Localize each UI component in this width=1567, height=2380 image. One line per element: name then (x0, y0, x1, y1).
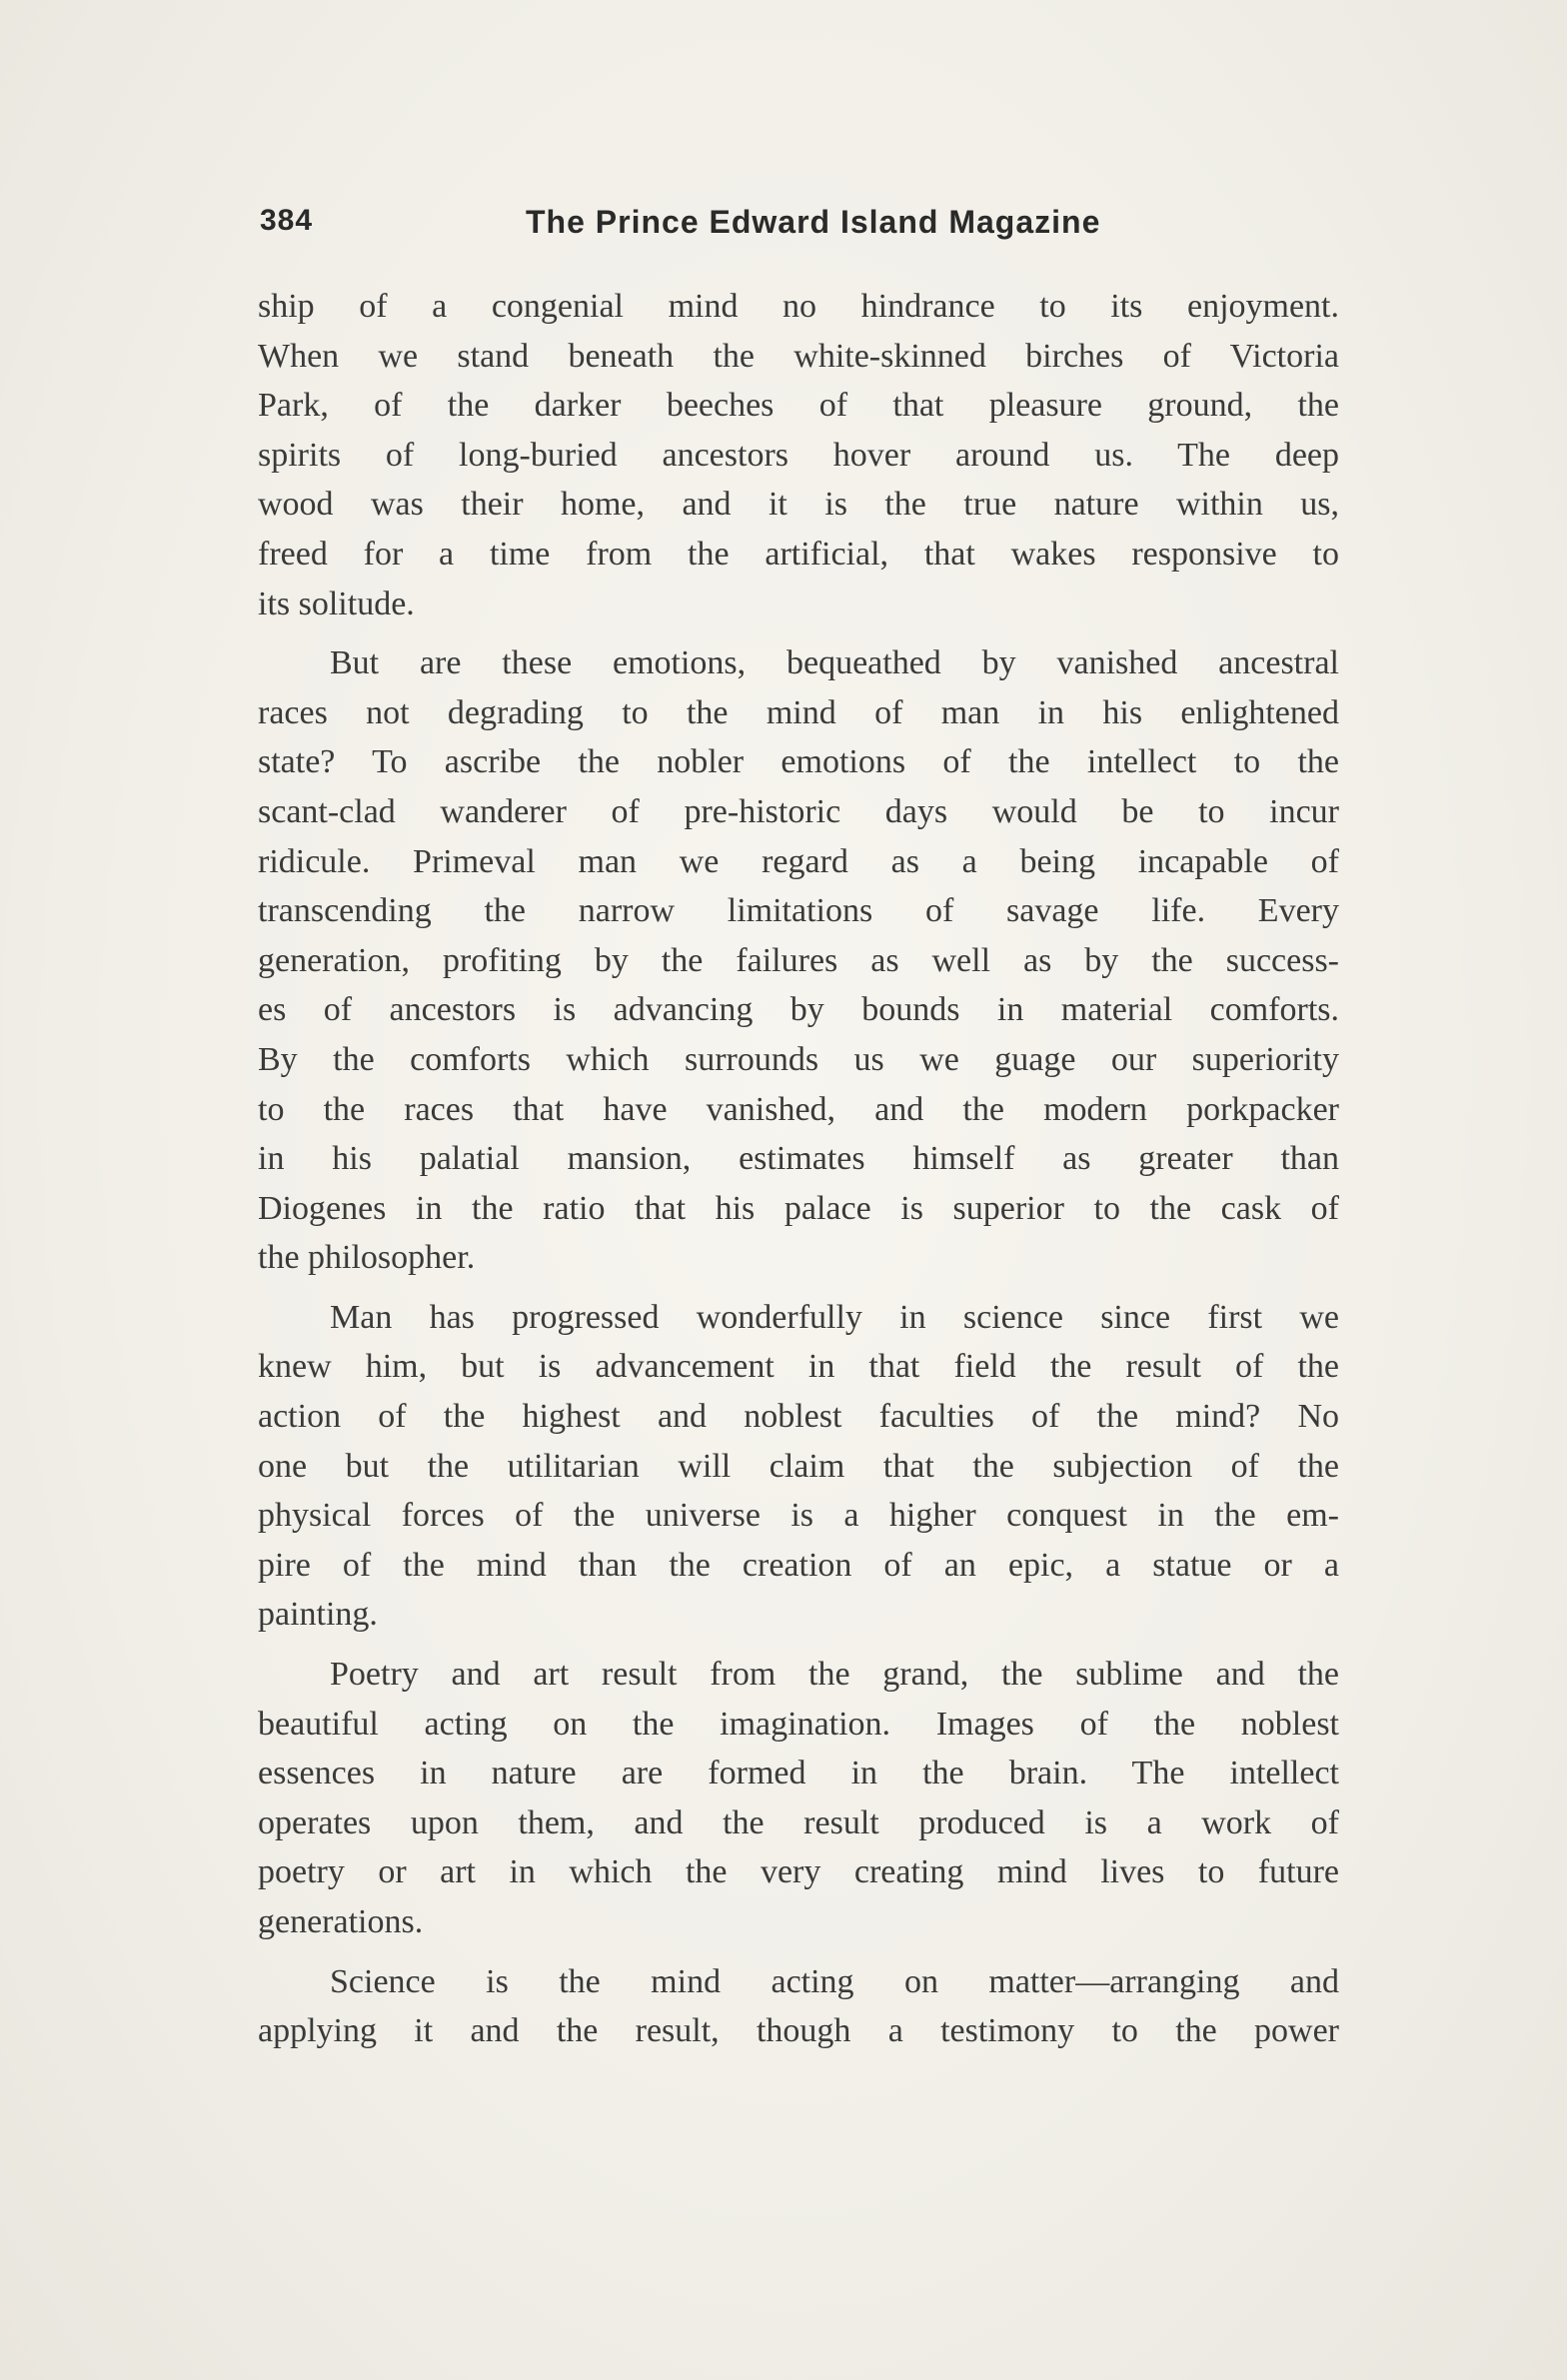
text-line: wood was their home, and it is the true nature within us, (258, 486, 1339, 524)
text-line: in his palatial mansion, estimates himself as greater than (258, 1140, 1339, 1178)
text-line: transcending the narrow limitations of savage life. Every (258, 892, 1339, 930)
text-line: Science is the mind acting on matter—arranging and (330, 1962, 1339, 2000)
text-line: es of ancestors is advancing by bounds in material comforts. (258, 991, 1339, 1029)
paragraph (258, 1650, 1339, 1947)
text-line: freed for a time from the artificial, that wakes responsive to (258, 535, 1339, 573)
text-line: state? To ascribe the nobler emotions of the intellect to the (258, 743, 1339, 781)
page-number: 384 (260, 204, 314, 237)
text-line: applying it and the result, though a testimony to the power (258, 2012, 1339, 2050)
text-line: knew him, but is advancement in that field the result of the (258, 1348, 1339, 1386)
running-title: The Prince Edward Island Magazine (526, 204, 1101, 240)
text-line: Diogenes in the ratio that his palace is superior to the cask of (258, 1189, 1339, 1227)
text-line: When we stand beneath the white-skinned birches of Victoria (258, 337, 1339, 375)
text-line: poetry or art in which the very creating mind lives to future (258, 1853, 1339, 1891)
text-line: spirits of long-buried ancestors hover around us. The deep (258, 436, 1339, 474)
text-line: beautiful acting on the imagination. Images of the noblest (258, 1705, 1339, 1743)
text-line: ship of a congenial mind no hindrance to its enjoyment. (258, 288, 1339, 325)
paragraph (258, 1293, 1339, 1640)
text-line: physical forces of the universe is a higher conquest in the em- (258, 1497, 1339, 1535)
text-line: generations. (258, 1903, 424, 1940)
text-line: operates upon them, and the result produced is a work of (258, 1803, 1339, 1841)
text-line: the philosopher. (258, 1239, 476, 1277)
text-line: Man has progressed wonderfully in science since first we (330, 1298, 1339, 1336)
page-header (258, 196, 1339, 256)
text-line: painting. (258, 1596, 378, 1634)
paragraph (258, 282, 1339, 628)
text-line: essences in nature are formed in the brain. The intellect (258, 1755, 1339, 1792)
text-line: ridicule. Primeval man we regard as a being incapable of (258, 842, 1339, 880)
text-line: its solitude. (258, 585, 415, 622)
text-line: pire of the mind than the creation of an epic, a statue or a (258, 1546, 1339, 1584)
paragraph (258, 1957, 1339, 2056)
text-line: But are these emotions, bequeathed by vanished ancestral (330, 644, 1339, 682)
text-line: scant-clad wanderer of pre-historic days would be to incur (258, 792, 1339, 830)
text-line: Park, of the darker beeches of that pleasure ground, the (258, 387, 1339, 425)
paragraph (258, 638, 1339, 1283)
text-line: action of the highest and noblest faculties of the mind? No (258, 1398, 1339, 1436)
text-line: generation, profiting by the failures as well as by the success- (258, 941, 1339, 979)
text-line: to the races that have vanished, and the modern porkpacker (258, 1090, 1339, 1128)
text-line: By the comforts which surrounds us we guage our superiority (258, 1040, 1339, 1078)
body-text (258, 282, 1339, 2066)
text-line: Poetry and art result from the grand, the sublime and the (330, 1656, 1339, 1694)
text-line: one but the utilitarian will claim that the subjection of the (258, 1447, 1339, 1485)
text-line: races not degrading to the mind of man in his enlightened (258, 693, 1339, 731)
